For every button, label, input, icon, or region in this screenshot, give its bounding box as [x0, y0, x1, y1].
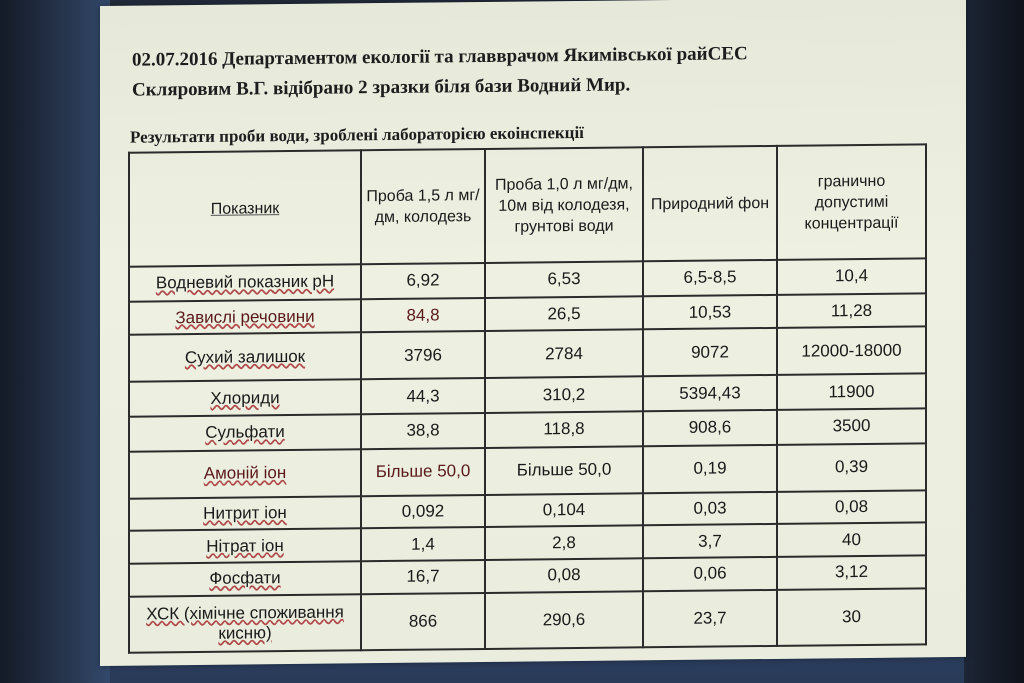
- table-row: [129, 327, 926, 382]
- row-limit: 3500: [777, 408, 926, 444]
- row-sample-2: 2,8: [485, 526, 643, 560]
- row-natural: 0,06: [643, 557, 777, 591]
- row-limit: 12000-18000: [777, 327, 926, 376]
- row-name: Сульфати: [129, 414, 361, 451]
- row-sample-1: 38,8: [361, 413, 485, 449]
- row-limit: 3,12: [777, 555, 926, 589]
- row-natural: 0,03: [643, 492, 777, 526]
- row-sample-1: 866: [361, 593, 485, 651]
- row-limit: 11900: [777, 374, 926, 410]
- row-sample-1: 0,092: [361, 495, 485, 529]
- row-name: ХСК (хімічне споживання кисню): [129, 594, 361, 653]
- row-sample-2: 290,6: [485, 591, 643, 649]
- header-line-1: 02.07.2016 Департаментом екології та главврачом Якимівської райСЕС: [132, 43, 748, 71]
- row-limit: 11,28: [777, 293, 926, 328]
- row-sample-2: 310,2: [485, 377, 643, 413]
- row-sample-1: Більше 50,0: [361, 448, 485, 496]
- row-name: Сухий залишок: [129, 333, 361, 382]
- water-test-results-table: [128, 143, 927, 653]
- row-natural: 3,7: [643, 524, 777, 558]
- row-sample-2: 118,8: [485, 411, 643, 447]
- row-sample-1: 44,3: [361, 378, 485, 414]
- table-header-row: [129, 144, 926, 266]
- row-natural: 10,53: [643, 295, 777, 330]
- row-name: Хлориди: [129, 380, 361, 417]
- row-sample-2: 2784: [485, 330, 643, 379]
- row-sample-2: 6,53: [485, 261, 643, 297]
- row-sample-1: 84,8: [361, 298, 485, 333]
- backdrop-left-shade: [0, 0, 110, 683]
- header-max-permissible: гранично допустимі концентрації: [777, 144, 926, 260]
- row-name: Водневий показник рН: [129, 264, 361, 301]
- row-sample-1: 3796: [361, 331, 485, 379]
- row-name: Амоній іон: [129, 449, 361, 498]
- header-indicator: Показник: [129, 150, 361, 266]
- row-sample-1: 16,7: [361, 560, 485, 594]
- row-natural: 23,7: [643, 590, 777, 648]
- row-natural: 9072: [643, 328, 777, 376]
- row-name: Нитрит іон: [129, 496, 361, 531]
- row-limit: 30: [777, 588, 926, 646]
- header-sample-2: Проба 1,0 л мг/дм, 10м від колодезя, грунтові води: [485, 147, 643, 263]
- row-sample-2: 0,104: [485, 493, 643, 527]
- table-caption: Результати проби води, зроблені лабораторією екоінспекції: [130, 122, 584, 147]
- row-limit: 40: [777, 523, 926, 557]
- row-limit: 10,4: [777, 258, 926, 294]
- backdrop-right-shade: [964, 0, 1024, 683]
- slide-header: [132, 37, 932, 105]
- row-limit: 0,39: [777, 443, 926, 492]
- row-limit: 0,08: [777, 490, 926, 524]
- row-sample-2: 26,5: [485, 296, 643, 331]
- row-name: Нітрат іон: [129, 529, 361, 564]
- header-line-2: Скляровим В.Г. відібрано 2 зразки біля бази Водний Мир.: [132, 74, 631, 101]
- row-natural: 6,5-8,5: [643, 260, 777, 296]
- table-row: [129, 443, 926, 498]
- row-name: Завислі речовини: [129, 299, 361, 335]
- row-sample-1: 1,4: [361, 527, 485, 561]
- header-natural-background: Природний фон: [643, 146, 777, 261]
- table-row: [129, 588, 926, 653]
- row-sample-2: Більше 50,0: [485, 446, 643, 495]
- row-sample-1: 6,92: [361, 263, 485, 299]
- row-natural: 5394,43: [643, 375, 777, 411]
- row-natural: 908,6: [643, 410, 777, 446]
- row-natural: 0,19: [643, 445, 777, 493]
- projected-slide: [100, 0, 966, 666]
- row-name: Фосфати: [129, 561, 361, 596]
- row-sample-2: 0,08: [485, 558, 643, 592]
- header-sample-1: Проба 1,5 л мг/дм, колодезь: [361, 149, 485, 264]
